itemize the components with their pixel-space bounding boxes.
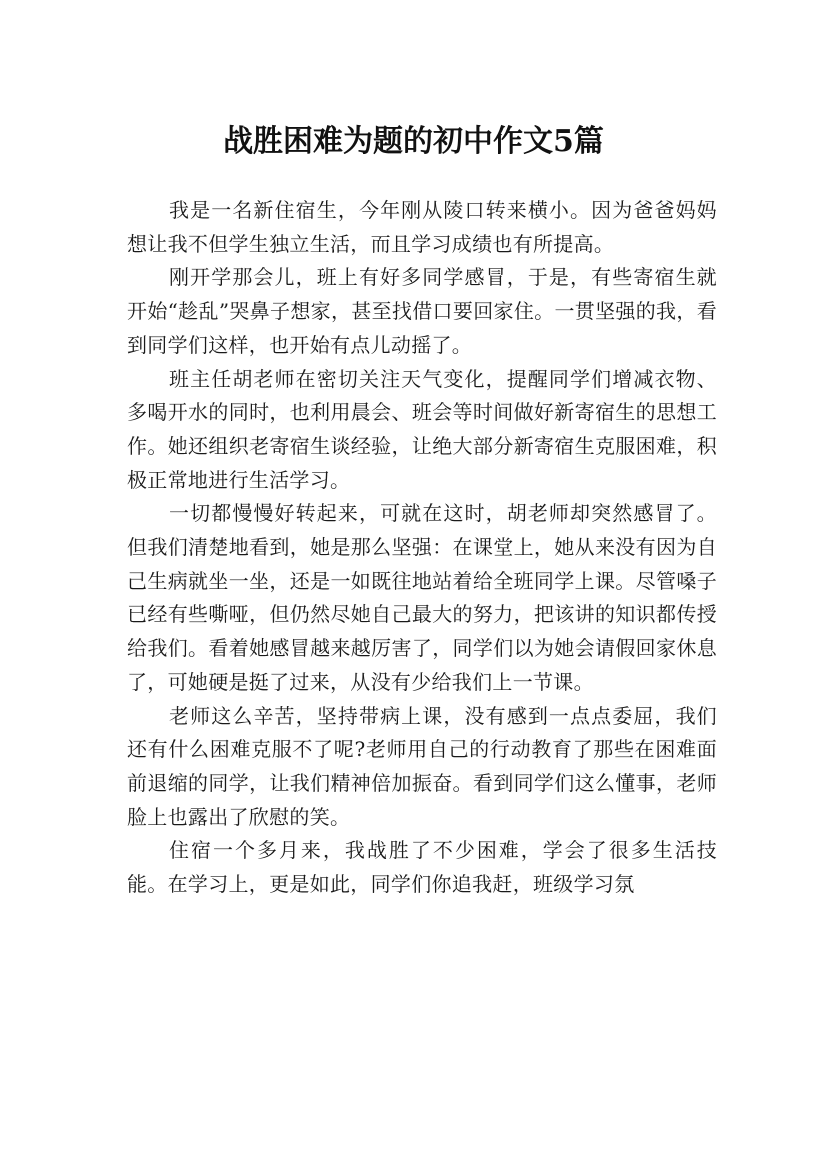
document-body (127, 194, 717, 902)
paragraph-6: 住宿一个多月来，我战胜了不少困难，学会了很多生活技能。在学习上，更是如此，同学们你追我赶，班级学习氛 (127, 838, 717, 897)
paragraph-3: 班主任胡老师在密切关注天气变化，提醒同学们增减衣物、多喝开水的同时，也利用晨会、班会等时间做好新寄宿生的思想工作。她还组织老寄宿生谈经验，让绝大部分新寄宿生克服困难，积极正常地进行生活学习。 (127, 366, 717, 492)
paragraph-4: 一切都慢慢好转起来，可就在这时，胡老师却突然感冒了。但我们清楚地看到，她是那么坚强：在课堂上，她从来没有因为自己生病就坐一坐，还是一如既往地站着给全班同学上课。尽管嗓子已经有些嘶哑，但仍然尽她自己最大的努力，把该讲的知识都传授给我们。看着她感冒越来越厉害了，同学们以为她会请假回家休息了，可她硬是挺了过来，从没有少给我们上一节课。 (127, 501, 717, 694)
paragraph-2: 刚开学那会儿，班上有好多同学感冒，于是，有些寄宿生就开始“趁乱”哭鼻子想家，甚至找借口要回家住。一贯坚强的我，看到同学们这样，也开始有点儿动摇了。 (127, 265, 717, 357)
document-title: 战胜困难为题的初中作文5篇 (223, 124, 604, 160)
paragraph-1: 我是一名新住宿生，今年刚从陵口转来横小。因为爸爸妈妈想让我不但学生独立生活，而且学习成绩也有所提高。 (127, 198, 717, 256)
paragraph-5: 老师这么辛苦，坚持带病上课，没有感到一点点委屈，我们还有什么困难克服不了呢?老师用自己的行动教育了那些在困难面前退缩的同学，让我们精神倍加振奋。看到同学们这么懂事，老师脸上也露出了欣慰的笑。 (127, 703, 717, 829)
